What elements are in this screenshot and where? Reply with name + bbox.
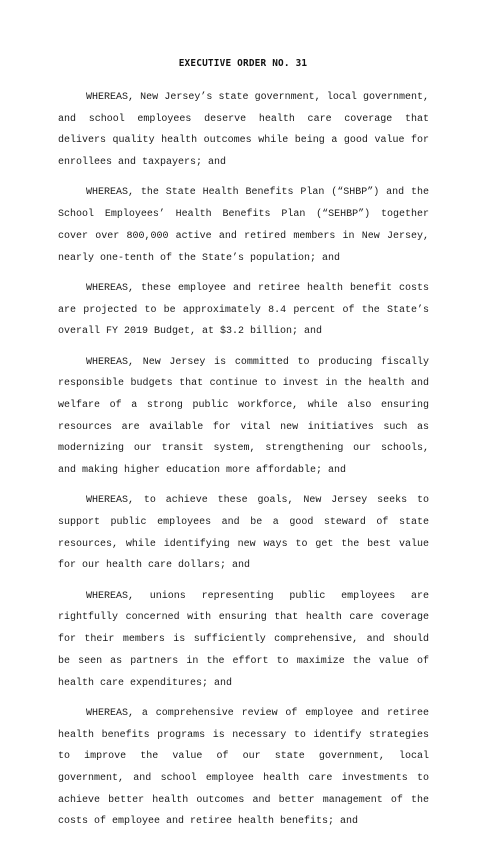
- document-body: [58, 87, 429, 842]
- paragraph-6: WHEREAS, unions representing public employees are rightfully concerned with ensuring that health care coverage for their members is sufficiently comprehensive, and should be seen as partners in the effort to maximize the value of health care expenditures; and: [58, 590, 429, 689]
- paragraph-7: WHEREAS, a comprehensive review of employee and retiree health benefits programs is necessary to identify strategies to improve the value of our state government, local government, and school employee health care investments to achieve better health outcomes and better management of the costs of employee and retiree health benefits; and: [58, 707, 429, 828]
- document-title: EXECUTIVE ORDER NO. 31: [178, 58, 308, 69]
- paragraph-2: WHEREAS, the State Health Benefits Plan (“SHBP”) and the School Employees’ Health Benefits Plan (“SEHBP”) together cover over 800,000 active and retired members in New Jersey, nearly one-tenth of the State’s population; and: [58, 187, 429, 264]
- paragraph-3: WHEREAS, these employee and retiree health benefit costs are projected to be approximately 8.4 percent of the State’s overall FY 2019 Budget, at $3.2 billion; and: [58, 282, 429, 338]
- paragraph-5: WHEREAS, to achieve these goals, New Jersey seeks to support public employees and be a good steward of state resources, while identifying new ways to get the best value for our health care dollars; and: [58, 495, 429, 572]
- paragraph-1: WHEREAS, New Jersey’s state government, local government, and school employees deserve health care coverage that delivers quality health outcomes while being a good value for enrollees and taxpayers; and: [58, 92, 429, 169]
- paragraph-4: WHEREAS, New Jersey is committed to producing fiscally responsible budgets that continue to invest in the health and welfare of a strong public workforce, while also ensuring resources are available for vital new initiatives such as modernizing our transit system, strengthening our schools, and making higher education more affordable; and: [58, 356, 429, 477]
